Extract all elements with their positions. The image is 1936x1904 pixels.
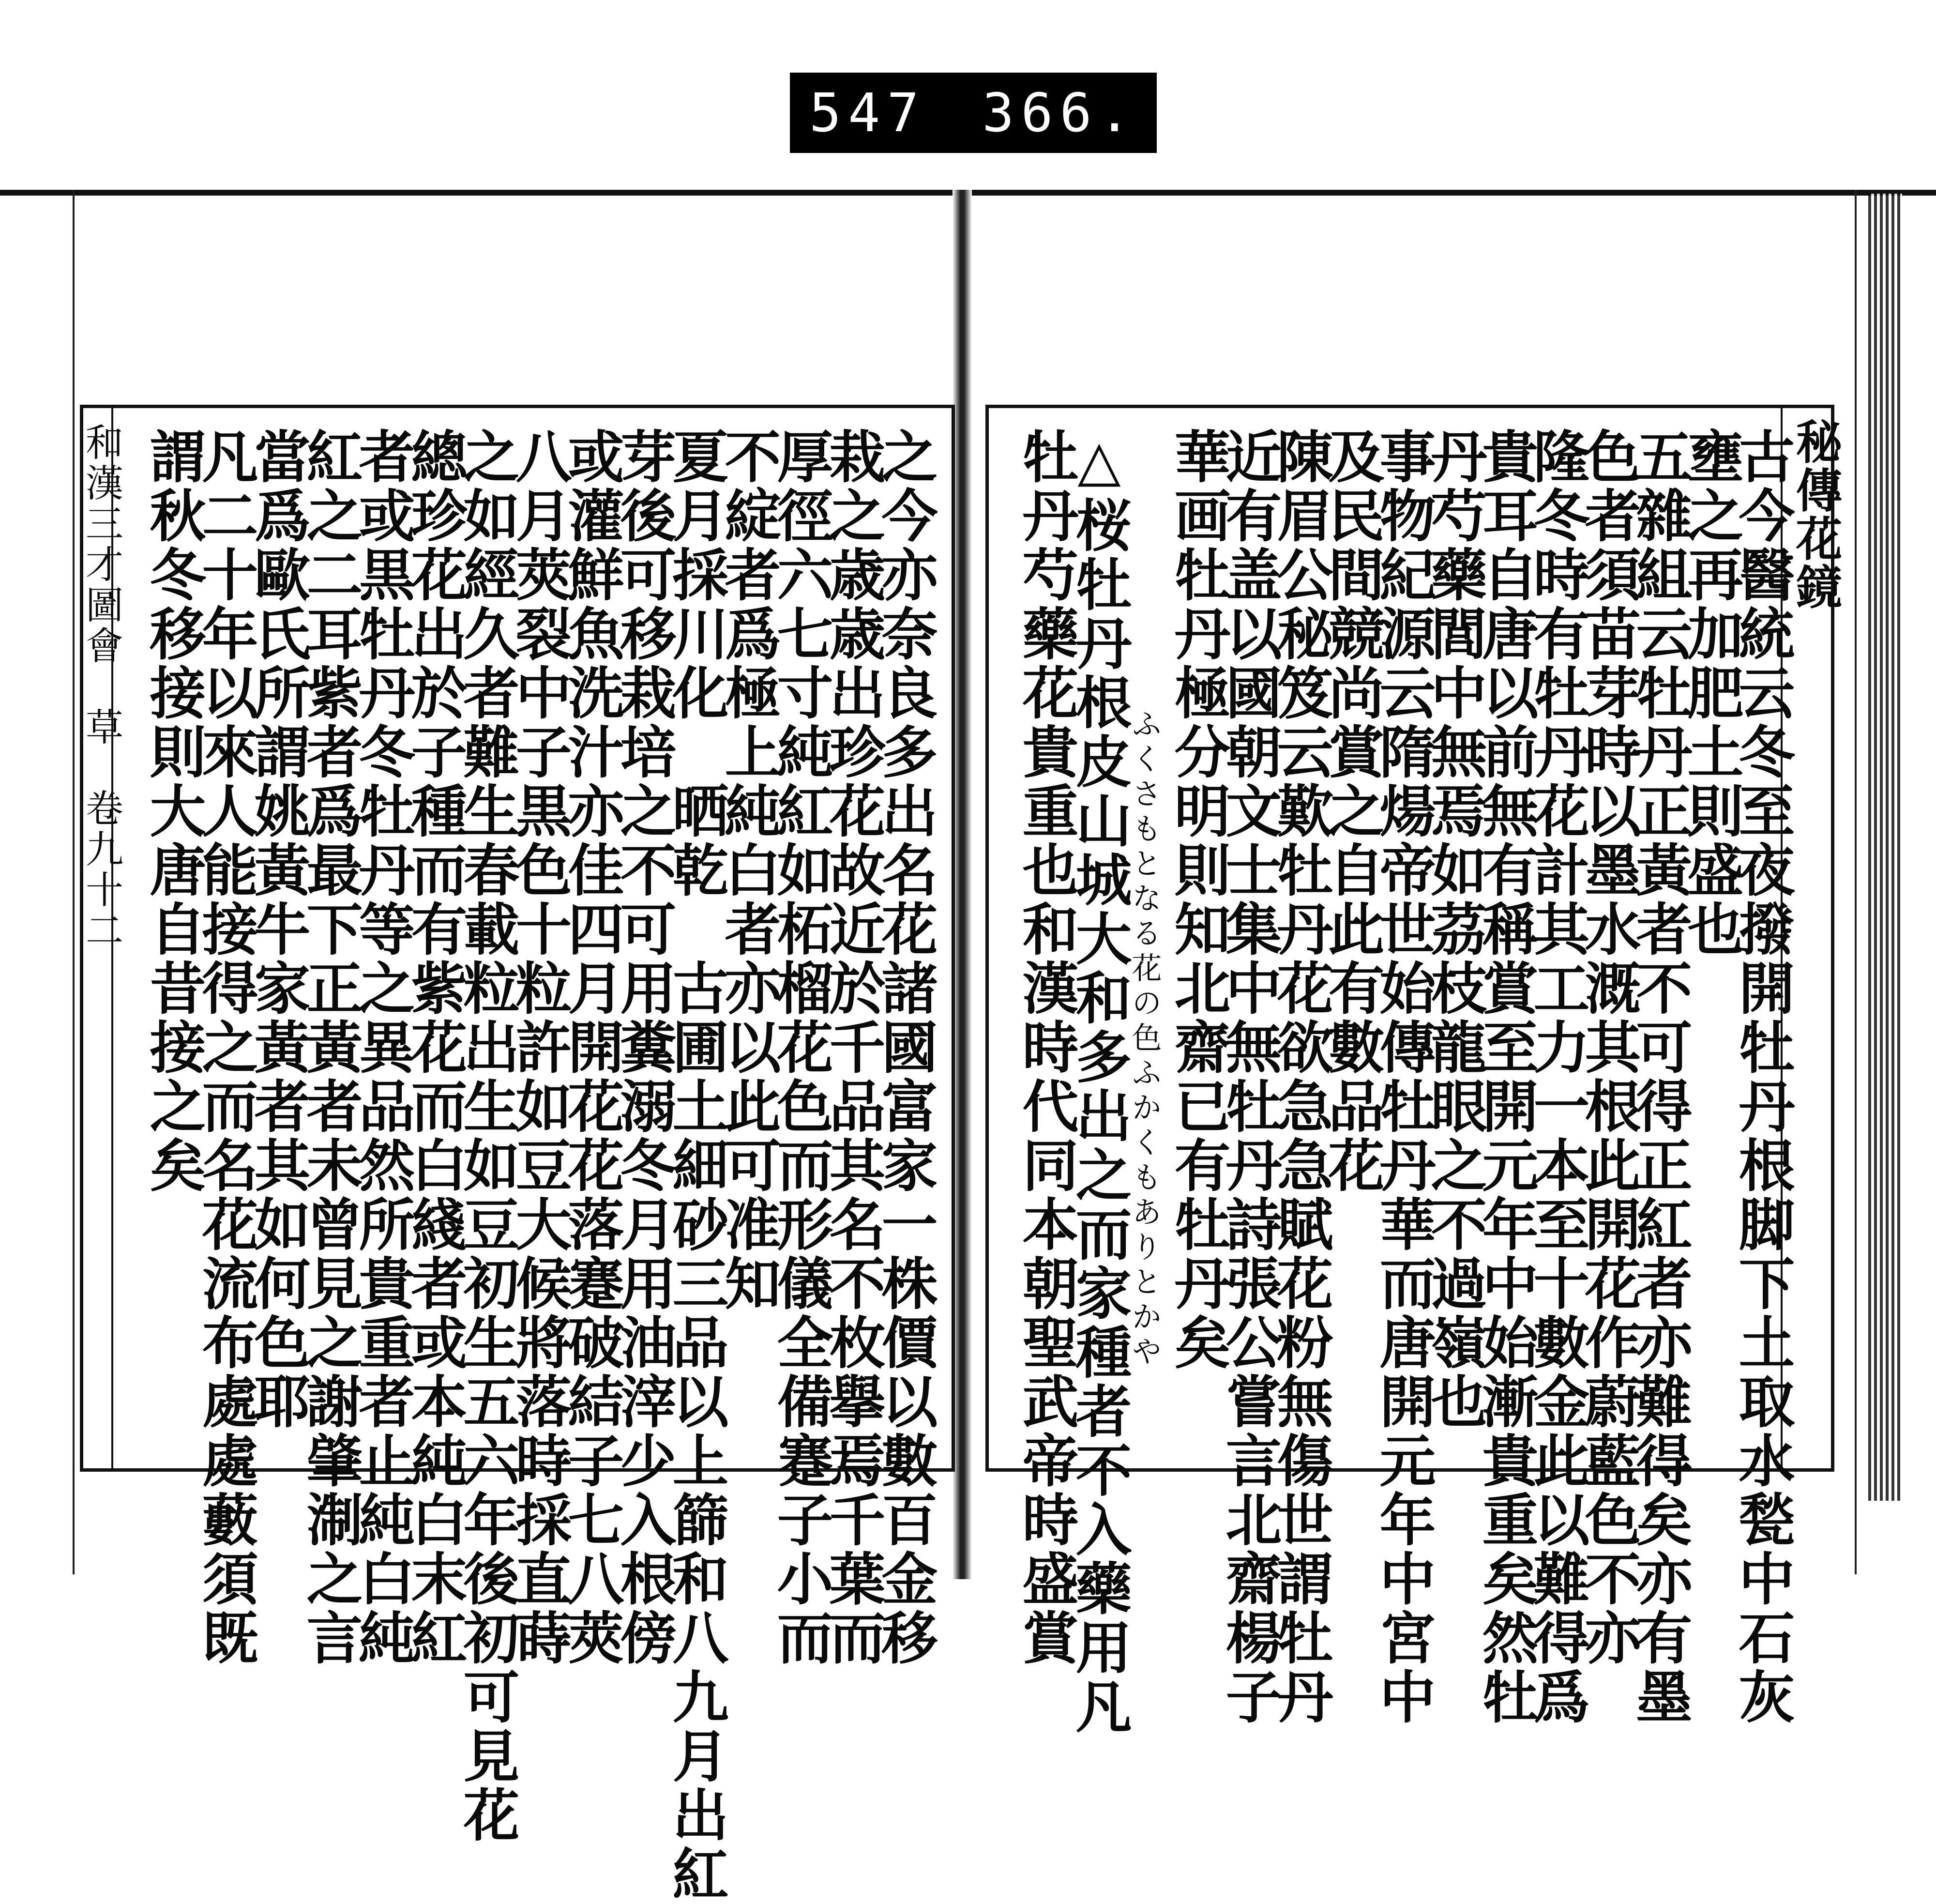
left-column-5: 夏月採川化 晒乾 古圃土細砂三品以上篩和八九月出紅 xyxy=(663,427,729,1904)
right-column-poem: ふくさもとなる花の色ふかくもありとかや xyxy=(1127,708,1162,1371)
right-page-header: 秘傳花鏡 xyxy=(1788,418,1843,611)
left-column-3: 厚徑六七寸純紅如柘榴花色而形儀全備蹇子小而 xyxy=(768,427,833,1668)
right-column-5: 隆冬時有牡丹花計其工力一本至十數金此以難得爲 xyxy=(1524,427,1590,1727)
left-text-frame xyxy=(79,405,955,1904)
right-column-8: 事物紀源云隋煬帝世始傳牡丹華而唐開元年中宮中 xyxy=(1370,427,1436,1727)
right-column-7: 丹芍藥閭中無焉如茘枝龍眼之不過嶺也 xyxy=(1422,427,1487,1432)
right-column-1: 古今醫統云冬至夜撥開牡丹根脚下土取水甃中石灰 xyxy=(1729,427,1795,1727)
right-column-14: 牡丹芍藥花貴重也和漢時代同本朝聖武帝時盛賞 xyxy=(1013,427,1079,1668)
right-column-12: 華画牡丹極分明則知北齋已有牡丹矣 xyxy=(1165,427,1231,1372)
right-column-10: 陳眉公秘笈云歎牡丹花欲急急賦花粉無傷世謂牡丹 xyxy=(1268,427,1333,1727)
left-column-12: 紅之二耳紫者爲最下正黃者未曾見之謝肇淛之言 xyxy=(297,427,363,1668)
right-column-2: 壅之再加肥土則盛也 xyxy=(1678,427,1744,959)
left-column-8: 八月莢裂中子黒色十粒許如豆大候將落時採直蒔 xyxy=(506,427,572,1668)
right-page-edge xyxy=(1868,194,1902,1501)
right-column-9: 及民間競尚賞之自此有數品花 xyxy=(1319,427,1385,1195)
right-column-6: 貴耳自唐以前無有稱賞至開元年中始漸貴重矣然牡 xyxy=(1473,427,1539,1727)
left-column-4: 不綻者爲極上純白者亦以此可准知 xyxy=(715,427,781,1313)
right-column-11: 近有盖以國朝文士集中無牡丹詩張公嘗言北齋楊子 xyxy=(1216,427,1282,1727)
right-column-13: △桜牡丹根皮山城大和多出之而家種者不入藥用凡 xyxy=(1066,427,1132,1736)
right-column-4: 色者須苗芽時以墨水溉其根此開花作蔚藍色不亦 xyxy=(1575,427,1641,1668)
catalog-number-right: 366. xyxy=(982,82,1137,144)
left-column-15: 謂秋冬移接則大唐自昔接之矣 xyxy=(140,427,206,1195)
left-column-11: 者或黒牡丹冬牡丹等之異品然所貴重者止純白純 xyxy=(349,427,415,1668)
left-column-13: 當爲歐氏所謂姚黃牛家黃者其如何色耶 xyxy=(245,427,311,1432)
catalog-number-left: 547 xyxy=(809,82,926,144)
left-column-6: 芽後可移栽培之不可用糞溺冬月用油滓少入根傍 xyxy=(611,427,677,1668)
left-spine-title: 和漢三才圖會 草 卷九十二 xyxy=(79,423,123,951)
right-text-frame xyxy=(985,405,1843,1736)
catalog-number-label xyxy=(790,73,1157,153)
left-column-10: 總珍花出於子種而有紫花而白綫者或本純白末紅 xyxy=(402,427,468,1668)
left-column-7: 或灌鮮魚洗汁亦佳四月開花花落蹇破結子七八莢 xyxy=(559,427,624,1668)
left-column-2: 栽之歳歳出珍花故近於千品其名不枚擧焉千葉而 xyxy=(820,427,886,1668)
left-column-14: 凡二十年以來人能接得之而名花流布處處藪須既 xyxy=(193,427,258,1668)
book-gutter xyxy=(953,190,972,1579)
left-column-1: 之今亦奈良多出名花諸國富家一株價以數百金移 xyxy=(872,427,938,1668)
left-column-9: 之如經久者難生春載粒出生如豆初生五六年後初可見花 xyxy=(454,427,520,1845)
right-column-3: 五雜組云牡丹正黃者不可得正紅者亦難得矣亦有墨 xyxy=(1627,427,1693,1727)
